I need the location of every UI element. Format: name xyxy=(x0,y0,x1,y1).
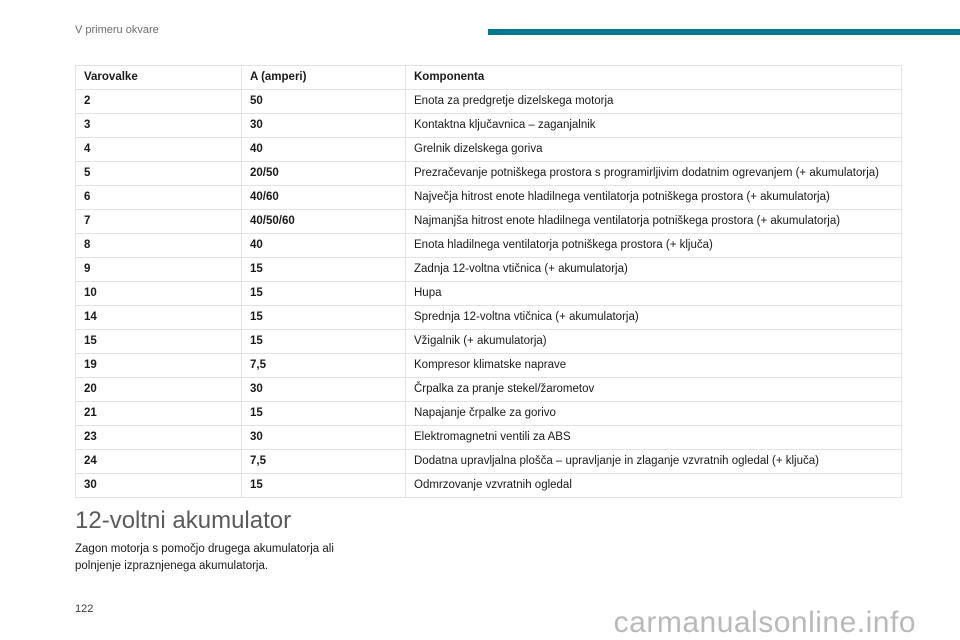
running-header: V primeru okvare xyxy=(75,24,159,36)
table-row xyxy=(76,330,902,354)
cell-amperes: 40 xyxy=(242,234,406,258)
header-accent-bar xyxy=(488,29,960,35)
cell-fuse-number: 23 xyxy=(76,426,242,450)
column-header-fuses: Varovalke xyxy=(76,66,242,90)
cell-component: Prezračevanje potniškega prostora s programirljivim dodatnim ogrevanjem (+ akumulatorja) xyxy=(406,162,902,186)
watermark: carmanualsonline.info xyxy=(613,606,916,639)
cell-component: Najmanjša hitrost enote hladilnega ventilatorja potniškega prostora (+ akumulatorja) xyxy=(406,210,902,234)
table-row xyxy=(76,474,902,498)
cell-fuse-number: 24 xyxy=(76,450,242,474)
cell-fuse-number: 4 xyxy=(76,138,242,162)
cell-fuse-number: 7 xyxy=(76,210,242,234)
cell-fuse-number: 10 xyxy=(76,282,242,306)
cell-amperes: 7,5 xyxy=(242,354,406,378)
table-row xyxy=(76,114,902,138)
cell-component: Napajanje črpalke za gorivo xyxy=(406,402,902,426)
cell-component: Hupa xyxy=(406,282,902,306)
cell-component: Črpalka za pranje stekel/žarometov xyxy=(406,378,902,402)
table-row xyxy=(76,186,902,210)
cell-component: Zadnja 12-voltna vtičnica (+ akumulatorja) xyxy=(406,258,902,282)
cell-component: Vžigalnik (+ akumulatorja) xyxy=(406,330,902,354)
table-row xyxy=(76,306,902,330)
table-row xyxy=(76,162,902,186)
column-header-component: Komponenta xyxy=(406,66,902,90)
cell-component: Največja hitrost enote hladilnega ventilatorja potniškega prostora (+ akumulatorja) xyxy=(406,186,902,210)
cell-fuse-number: 15 xyxy=(76,330,242,354)
cell-amperes: 50 xyxy=(242,90,406,114)
cell-fuse-number: 9 xyxy=(76,258,242,282)
table-row xyxy=(76,90,902,114)
cell-fuse-number: 20 xyxy=(76,378,242,402)
cell-amperes: 7,5 xyxy=(242,450,406,474)
table-row xyxy=(76,234,902,258)
cell-component: Elektromagnetni ventili za ABS xyxy=(406,426,902,450)
table-row xyxy=(76,378,902,402)
table-row xyxy=(76,210,902,234)
table-row xyxy=(76,258,902,282)
table-body xyxy=(76,90,902,498)
cell-component: Sprednja 12-voltna vtičnica (+ akumulatorja) xyxy=(406,306,902,330)
cell-amperes: 15 xyxy=(242,282,406,306)
cell-amperes: 20/50 xyxy=(242,162,406,186)
cell-amperes: 15 xyxy=(242,306,406,330)
table-row xyxy=(76,282,902,306)
cell-amperes: 40/50/60 xyxy=(242,210,406,234)
cell-component: Grelnik dizelskega goriva xyxy=(406,138,902,162)
cell-amperes: 30 xyxy=(242,426,406,450)
section-title: 12-voltni akumulator xyxy=(75,507,292,534)
cell-amperes: 15 xyxy=(242,258,406,282)
cell-amperes: 40 xyxy=(242,138,406,162)
section-body-text: Zagon motorja s pomočjo drugega akumulatorja ali polnjenje izpraznjenega akumulatorja. xyxy=(75,543,334,572)
cell-fuse-number: 30 xyxy=(76,474,242,498)
table-header-row xyxy=(76,66,902,90)
cell-amperes: 30 xyxy=(242,114,406,138)
cell-fuse-number: 2 xyxy=(76,90,242,114)
cell-component: Kontaktna ključavnica – zaganjalnik xyxy=(406,114,902,138)
table-row xyxy=(76,426,902,450)
cell-fuse-number: 19 xyxy=(76,354,242,378)
table-row xyxy=(76,138,902,162)
cell-amperes: 40/60 xyxy=(242,186,406,210)
cell-amperes: 15 xyxy=(242,402,406,426)
cell-component: Enota za predgretje dizelskega motorja xyxy=(406,90,902,114)
cell-fuse-number: 21 xyxy=(76,402,242,426)
cell-amperes: 15 xyxy=(242,330,406,354)
cell-component: Dodatna upravljalna plošča – upravljanje in zlaganje vzvratnih ogledal (+ ključa) xyxy=(406,450,902,474)
table-row xyxy=(76,450,902,474)
cell-component: Odmrzovanje vzvratnih ogledal xyxy=(406,474,902,498)
cell-fuse-number: 14 xyxy=(76,306,242,330)
cell-component: Enota hladilnega ventilatorja potniškega prostora (+ ključa) xyxy=(406,234,902,258)
cell-amperes: 15 xyxy=(242,474,406,498)
cell-component: Kompresor klimatske naprave xyxy=(406,354,902,378)
cell-fuse-number: 8 xyxy=(76,234,242,258)
column-header-amperes: A (amperi) xyxy=(242,66,406,90)
table-row xyxy=(76,354,902,378)
cell-fuse-number: 5 xyxy=(76,162,242,186)
cell-fuse-number: 6 xyxy=(76,186,242,210)
cell-amperes: 30 xyxy=(242,378,406,402)
fuse-table xyxy=(75,65,902,498)
page-number: 122 xyxy=(75,603,94,615)
table-row xyxy=(76,402,902,426)
cell-fuse-number: 3 xyxy=(76,114,242,138)
